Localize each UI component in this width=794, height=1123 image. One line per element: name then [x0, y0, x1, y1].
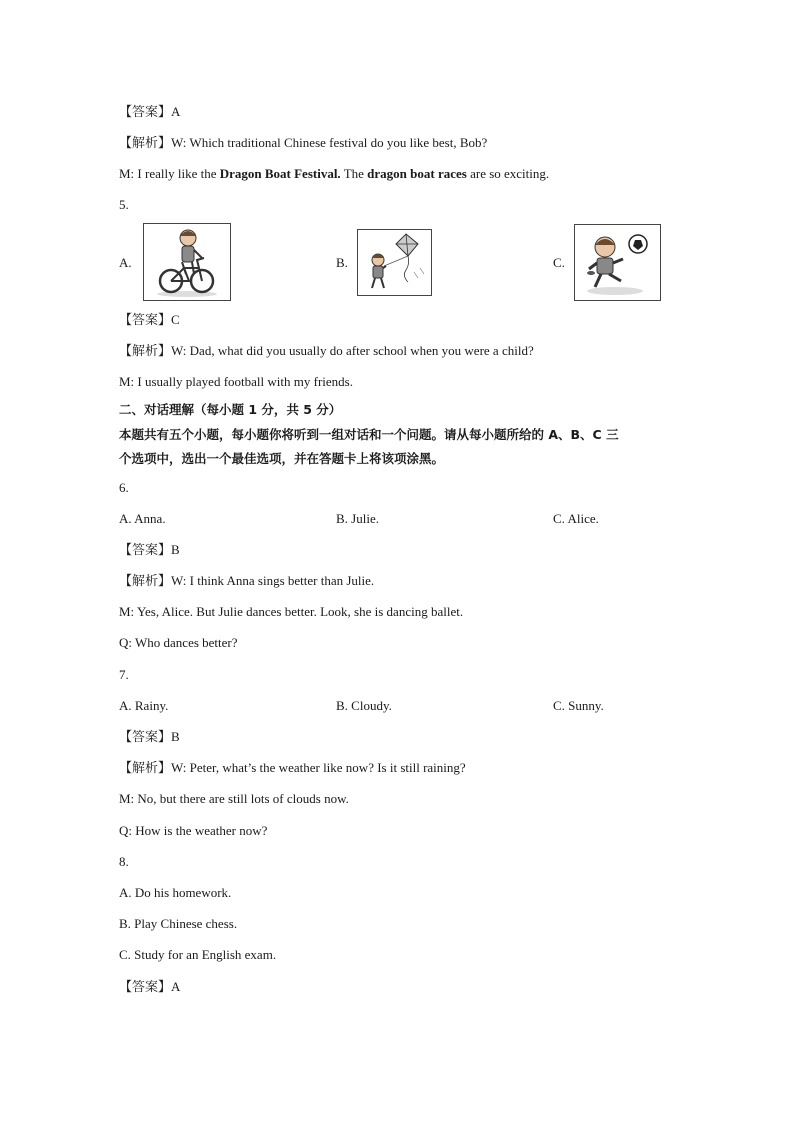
- q8-answer: 【答案】A: [119, 979, 181, 995]
- section-instruction-line1: 本题共有五个小题，每小题你将听到一组对话和一个问题。请从每小题所给的 A、B、C 三: [119, 427, 619, 442]
- q7-answer: 【答案】B: [119, 729, 180, 745]
- q6-number: 6.: [119, 480, 129, 495]
- q8-option-c: C. Study for an English exam.: [119, 947, 277, 962]
- q6-option-c: C. Alice.: [553, 511, 599, 526]
- q8-option-a: A. Do his homework.: [119, 885, 232, 900]
- q8-number: 8.: [119, 854, 129, 869]
- q7-q-line: Q: How is the weather now?: [119, 823, 268, 838]
- q7-option-b: B. Cloudy.: [336, 698, 392, 713]
- q7-analysis: 【解析】W: Peter, what’s the weather like now? Is it still raining?: [119, 760, 466, 776]
- football-picture: [574, 224, 661, 301]
- q6-q-line: Q: Who dances better?: [119, 635, 238, 650]
- q5-option-a-label: A.: [119, 255, 132, 270]
- q8-option-b: B. Play Chinese chess.: [119, 916, 238, 931]
- q5-option-b-label: B.: [336, 255, 348, 270]
- q7-number: 7.: [119, 667, 129, 682]
- section-title: 二、对话理解（每小题 1 分，共 5 分）: [119, 402, 342, 417]
- q4-analysis: 【解析】W: Which traditional Chinese festival do you like best, Bob?: [119, 135, 488, 151]
- q4-answer: 【答案】A: [119, 104, 181, 120]
- kite-picture: [357, 229, 432, 296]
- q7-m-line: M: No, but there are still lots of clouds now.: [119, 791, 349, 806]
- q6-option-b: B. Julie.: [336, 511, 379, 526]
- q6-option-a: A. Anna.: [119, 511, 166, 526]
- q7-option-c: C. Sunny.: [553, 698, 604, 713]
- q5-number: 5.: [119, 197, 129, 212]
- section-instruction-line2: 个选项中，选出一个最佳选项，并在答题卡上将该项涂黑。: [119, 451, 445, 466]
- bicycle-picture: [143, 223, 231, 301]
- q5-answer: 【答案】C: [119, 312, 180, 328]
- q5-analysis: 【解析】W: Dad, what did you usually do after school when you were a child?: [119, 343, 534, 359]
- q5-m-line: M: I usually played football with my friends.: [119, 374, 353, 389]
- q6-answer: 【答案】B: [119, 542, 180, 558]
- q6-m-line: M: Yes, Alice. But Julie dances better. Look, she is dancing ballet.: [119, 604, 464, 619]
- q6-analysis: 【解析】W: I think Anna sings better than Julie.: [119, 573, 375, 589]
- q5-option-c-label: C.: [553, 255, 565, 270]
- q4-m-line: M: I really like the Dragon Boat Festival. The dragon boat races are so exciting.: [119, 166, 550, 181]
- q7-option-a: A. Rainy.: [119, 698, 169, 713]
